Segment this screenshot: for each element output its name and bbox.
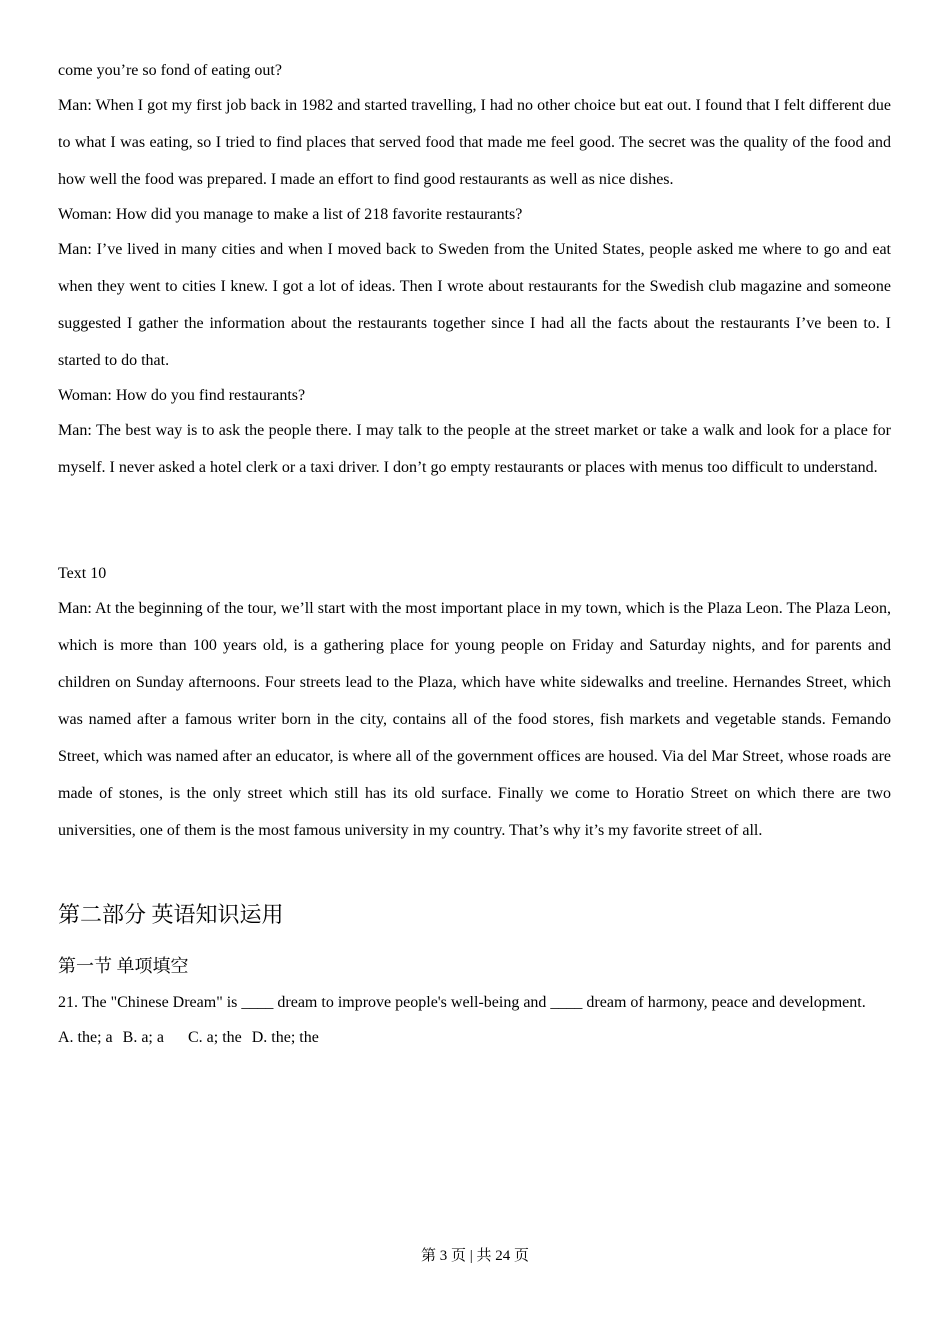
option-c: C. a; the	[187, 1029, 242, 1046]
question-21	[58, 984, 891, 1054]
text9-dialogue	[58, 52, 891, 484]
text10-title: Text 10	[58, 565, 107, 582]
dialogue-line: Man: When I got my first job back in 1982 and started travelling, I had no other choice but eat out. I found that I felt different due to what I was eating, so I tried to find places that served food that made me feel good. The secret was the quality of the food and how well the food was prepared. I made an effort to find good restaurants as well as nice dishes.	[58, 97, 891, 188]
part2-heading-block	[58, 900, 891, 930]
dialogue-line: Man: The best way is to ask the people there. I may talk to the people at the street market or take a walk and look for a place for myself. I never asked a hotel clerk or a taxi driver. I don’t go empty restaurants or places with menus too difficult to understand.	[58, 422, 891, 476]
question-text: 21. The "Chinese Dream" is ____ dream to improve people's well-being and ____ dream of harmony, peace and development.	[58, 994, 866, 1011]
dialogue-line: Woman: How do you find restaurants?	[58, 387, 306, 404]
text10-section	[58, 555, 891, 847]
page-footer: 第 3 页 | 共 24 页	[420, 1248, 529, 1264]
dialogue-line: come you’re so fond of eating out?	[58, 62, 282, 79]
section-heading: 第一节 单项填空	[58, 956, 189, 976]
dialogue-line: Woman: How did you manage to make a list of 218 favorite restaurants?	[58, 206, 523, 223]
section-heading-block	[58, 953, 891, 979]
dialogue-line: Man: I’ve lived in many cities and when I moved back to Sweden from the United States, people asked me where to go and eat when they went to cities I knew. I got a lot of ideas. Then I wrote about restaurants for the Swedish club magazine and someone suggested I gather the information about the restaurants together since I had all the facts about the restaurants I’ve been to. I started to do that.	[58, 241, 891, 369]
option-a: A. the; a	[58, 1029, 113, 1046]
option-d: D. the; the	[251, 1029, 319, 1046]
option-b: B. a; a	[122, 1029, 164, 1046]
part2-heading: 第二部分 英语知识运用	[58, 902, 284, 927]
answer-options	[58, 1019, 891, 1056]
text10-body: Man: At the beginning of the tour, we’ll start with the most important place in my town, which is the Plaza Leon. The Plaza Leon, which is more than 100 years old, is a gathering place for young people on Friday and Saturday nights, and for parents and children on Sunday afternoons. Four streets lead to the Plaza, which have white sidewalks and treeline. Hernandes Street, which was named after a famous writer born in the city, contains all of the food stores, fish markets and vegetable stands. Femando Street, which was named after an educator, is where all of the government offices are housed. Via del Mar Street, whose roads are made of stones, is the only street which still has its old surface. Finally we come to Horatio Street on which there are two universities, one of them is the most famous university in my country. That’s why it’s my favorite street of all.	[58, 600, 891, 839]
